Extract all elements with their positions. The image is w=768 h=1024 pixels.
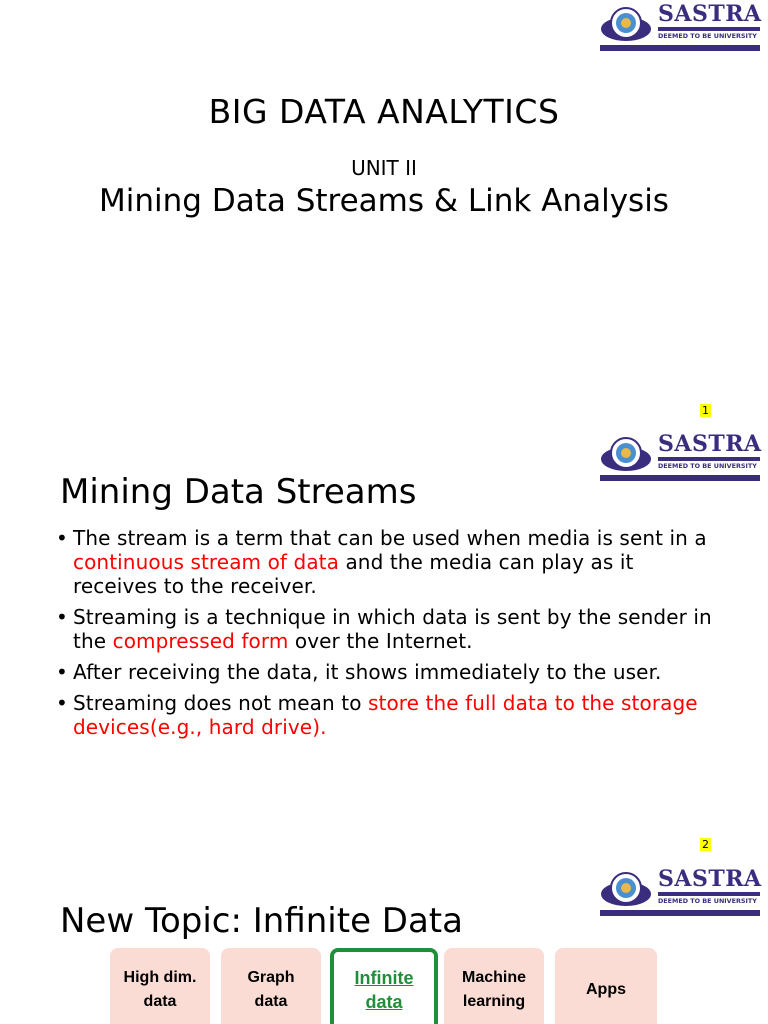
- logo-stripe: [658, 27, 760, 31]
- bullet-text: Streaming does not mean to: [73, 691, 368, 715]
- slide-1: [0, 0, 768, 430]
- logo-brand: SASTRA: [658, 1, 762, 27]
- bullet-item: [56, 660, 716, 684]
- course-title: BIG DATA ANALYTICS: [208, 92, 560, 131]
- logo-tagline: DEEMED TO BE UNIVERSITY: [658, 897, 757, 905]
- highlight-text: store the full data to the storage devices(e.g., hard drive).: [73, 691, 698, 739]
- bullet-text: The stream is a term that can be used when media is sent in a: [73, 526, 707, 550]
- bullet-text: Streaming is a technique in which data is sent by the sender in the: [73, 605, 712, 653]
- logo-stripe: [658, 892, 760, 896]
- unit-subtitle: Mining Data Streams & Link Analysis: [99, 183, 669, 219]
- sastra-logo: [600, 868, 760, 918]
- logo-stripe: [658, 457, 760, 461]
- slide-title: Mining Data Streams: [60, 472, 417, 512]
- logo-underline: [600, 45, 760, 51]
- highlight-text: compressed form: [112, 629, 289, 653]
- university-seal-icon: [600, 435, 652, 479]
- sastra-logo: [600, 3, 760, 53]
- bullet-item: [56, 691, 716, 739]
- slide-2: [0, 430, 768, 855]
- logo-tagline: DEEMED TO BE UNIVERSITY: [658, 462, 757, 470]
- bullet-list: [56, 526, 716, 746]
- topic-tile-apps[interactable]: Apps: [555, 948, 657, 1024]
- logo-underline: [600, 910, 760, 916]
- unit-label: UNIT II: [351, 156, 417, 180]
- university-seal-icon: [600, 870, 652, 914]
- logo-tagline: DEEMED TO BE UNIVERSITY: [658, 32, 757, 40]
- topic-tile-infinite-data[interactable]: Infinite data: [330, 948, 438, 1024]
- bullet-item: [56, 605, 716, 653]
- topic-tile-graph-data[interactable]: Graph data: [221, 948, 321, 1024]
- sastra-logo: [600, 433, 760, 483]
- slide-title: New Topic: Infinite Data: [60, 901, 463, 941]
- bullet-text: After receiving the data, it shows immediately to the user.: [73, 660, 662, 684]
- bullet-text: and the media can play as it receives to the receiver.: [73, 550, 634, 598]
- topic-tile-machine-learning[interactable]: Machine learning: [444, 948, 544, 1024]
- bullet-item: [56, 526, 716, 598]
- university-seal-icon: [600, 5, 652, 49]
- page-number: 2: [702, 838, 709, 851]
- logo-underline: [600, 475, 760, 481]
- page-number: 1: [702, 404, 709, 417]
- bullet-text: over the Internet.: [288, 629, 473, 653]
- logo-brand: SASTRA: [658, 431, 762, 457]
- topic-tile-high-dim-data[interactable]: High dim. data: [110, 948, 210, 1024]
- logo-brand: SASTRA: [658, 866, 762, 892]
- slide-3: [0, 855, 768, 1024]
- highlight-text: continuous stream of data: [73, 550, 339, 574]
